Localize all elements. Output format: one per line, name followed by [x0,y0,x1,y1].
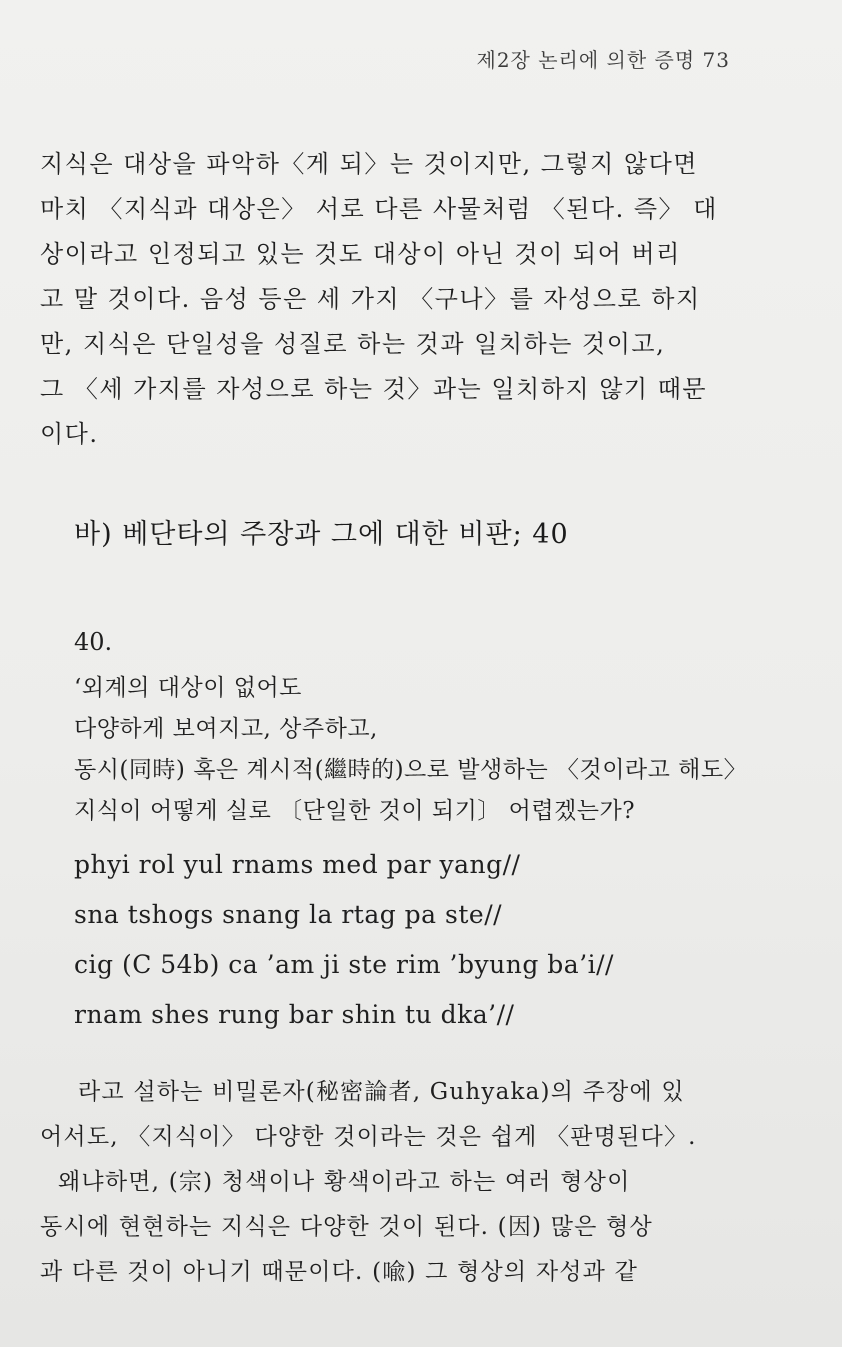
paragraph-line: 고 말 것이다. 음성 등은 세 가지 〈구나〉를 자성으로 하지 [40,285,701,313]
verse-line: 동시(同時) 혹은 계시적(繼時的)으로 발생하는 〈것이라고 해도〉 [74,757,748,783]
verse-line: 지식이 어떻게 실로 〔단일한 것이 되기〕 어렵겠는가? [74,798,636,824]
verse-block [74,668,747,832]
running-head: 제2장 논리에 의한 증명 73 [476,48,730,72]
transliteration-line: sna tshogs snang la rtag pa ste// [74,900,503,929]
paragraph-line: 과 다른 것이 아니기 때문이다. (喩) 그 형상의 자성과 같 [40,1259,639,1285]
verse-line: 다양하게 보여지고, 상주하고, [74,716,378,742]
paragraph-line: 만, 지식은 단일성을 성질로 하는 것과 일치하는 것이고, [40,330,666,358]
paragraph-line: 이다. [40,420,99,448]
verse-line: ‘외계의 대상이 없어도 [74,675,302,701]
transliteration-line: cig (C 54b) ca ’am ji ste rim ’byung ba’i// [74,950,614,979]
paragraph-line: 지식은 대상을 파악하〈게 되〉는 것이지만, 그렇지 않다면 [40,150,698,178]
section-heading: 바) 베단타의 주장과 그에 대한 비판; 40 [74,519,569,550]
transliteration-line: phyi rol yul rnams med par yang// [74,850,521,879]
paragraph-line: 라고 설하는 비밀론자(秘密論者, Guhyaka)의 주장에 있 [78,1079,685,1105]
transliteration-block [74,840,614,1040]
paragraph-2 [40,1070,800,1295]
paragraph-line: 그 〈세 가지를 자성으로 하는 것〉과는 일치하지 않기 때문 [40,375,708,403]
paragraph-line: 왜냐하면, (宗) 청색이나 황색이라고 하는 여러 형상이 [58,1169,631,1195]
paragraph-line: 상이라고 인정되고 있는 것도 대상이 아닌 것이 되어 버리 [40,240,681,268]
paragraph-line: 동시에 현현하는 지식은 다양한 것이 된다. (因) 많은 형상 [40,1214,653,1240]
paragraph-line: 마치 〈지식과 대상은〉 서로 다른 사물처럼 〈된다. 즉〉 대 [40,195,718,223]
paragraph-line: 어서도, 〈지식이〉 다양한 것이라는 것은 쉽게 〈판명된다〉. [40,1124,697,1150]
verse-number: 40. [74,628,113,656]
paragraph-1 [40,142,760,457]
transliteration-line: rnam shes rung bar shin tu dka’// [74,1000,515,1029]
